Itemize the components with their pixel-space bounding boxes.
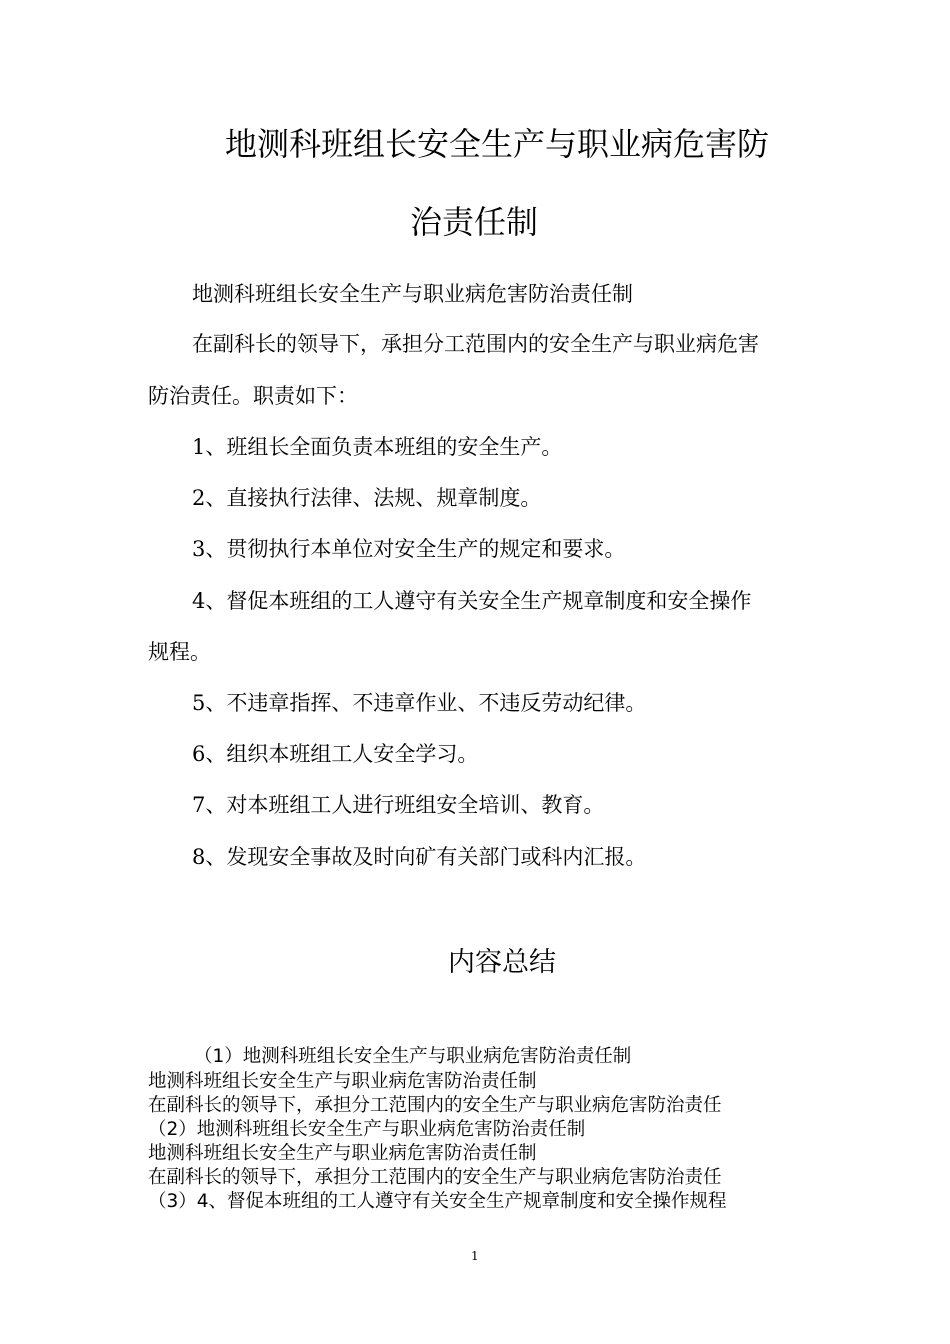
duty-item-6: [192, 740, 478, 768]
document-title-line-2: 治责任制: [410, 203, 539, 241]
duty-item-3: [192, 535, 625, 563]
intro-paragraph-line-1: 在副科长的领导下，承担分工范围内的安全生产与职业病危害: [192, 332, 759, 356]
summary-heading: 内容总结: [448, 947, 556, 978]
duty-item-7: [192, 791, 604, 819]
duty-number: 7: [192, 793, 206, 817]
duty-item-4: [192, 587, 751, 615]
duty-item-2: [192, 484, 541, 512]
summary-line-3: 在副科长的领导下，承担分工范围内的安全生产与职业病危害防治责任: [148, 1095, 722, 1116]
page-number: 1: [471, 1249, 479, 1263]
duty-text: 、组织本班组工人安全学习。: [205, 742, 479, 766]
summary-line-2: 地测科班组长安全生产与职业病危害防治责任制: [148, 1071, 537, 1092]
summary-line-1: （1）地测科班组长安全生产与职业病危害防治责任制: [194, 1046, 632, 1067]
duty-text: 、发现安全事故及时向矿有关部门或科内汇报。: [205, 845, 647, 869]
duty-item-5: [192, 689, 646, 717]
intro-paragraph-line-2: 防治责任。职责如下：: [148, 384, 358, 408]
duty-text: 、督促本班组的工人遵守有关安全生产规章制度和安全操作: [205, 589, 752, 613]
duty-number: 1: [192, 435, 206, 459]
duty-number: 6: [192, 742, 206, 766]
duty-text: 、不违章指挥、不违章作业、不违反劳动纪律。: [205, 691, 647, 715]
duty-text: 、班组长全面负责本班组的安全生产。: [205, 435, 563, 459]
duty-item-1: [192, 433, 562, 461]
duty-number: 4: [192, 589, 206, 613]
document-title-line-1: 地测科班组长安全生产与职业病危害防: [225, 125, 770, 163]
duty-number: 5: [192, 691, 206, 715]
duty-item-8: [192, 843, 646, 871]
summary-line-7: （3）4、督促本班组的工人遵守有关安全生产规章制度和安全操作规程: [148, 1191, 727, 1212]
duty-item-4-continuation: 规程。: [148, 640, 211, 664]
duty-number: 3: [192, 537, 206, 561]
summary-line-4: （2）地测科班组长安全生产与职业病危害防治责任制: [148, 1119, 586, 1140]
duty-text: 、直接执行法律、法规、规章制度。: [205, 486, 542, 510]
duty-text: 、贯彻执行本单位对安全生产的规定和要求。: [205, 537, 626, 561]
duty-text: 、对本班组工人进行班组安全培训、教育。: [205, 793, 605, 817]
document-subtitle: 地测科班组长安全生产与职业病危害防治责任制: [192, 282, 633, 306]
duty-number: 8: [192, 845, 206, 869]
summary-line-5: 地测科班组长安全生产与职业病危害防治责任制: [148, 1143, 537, 1164]
duty-number: 2: [192, 486, 206, 510]
summary-line-6: 在副科长的领导下，承担分工范围内的安全生产与职业病危害防治责任: [148, 1167, 722, 1188]
